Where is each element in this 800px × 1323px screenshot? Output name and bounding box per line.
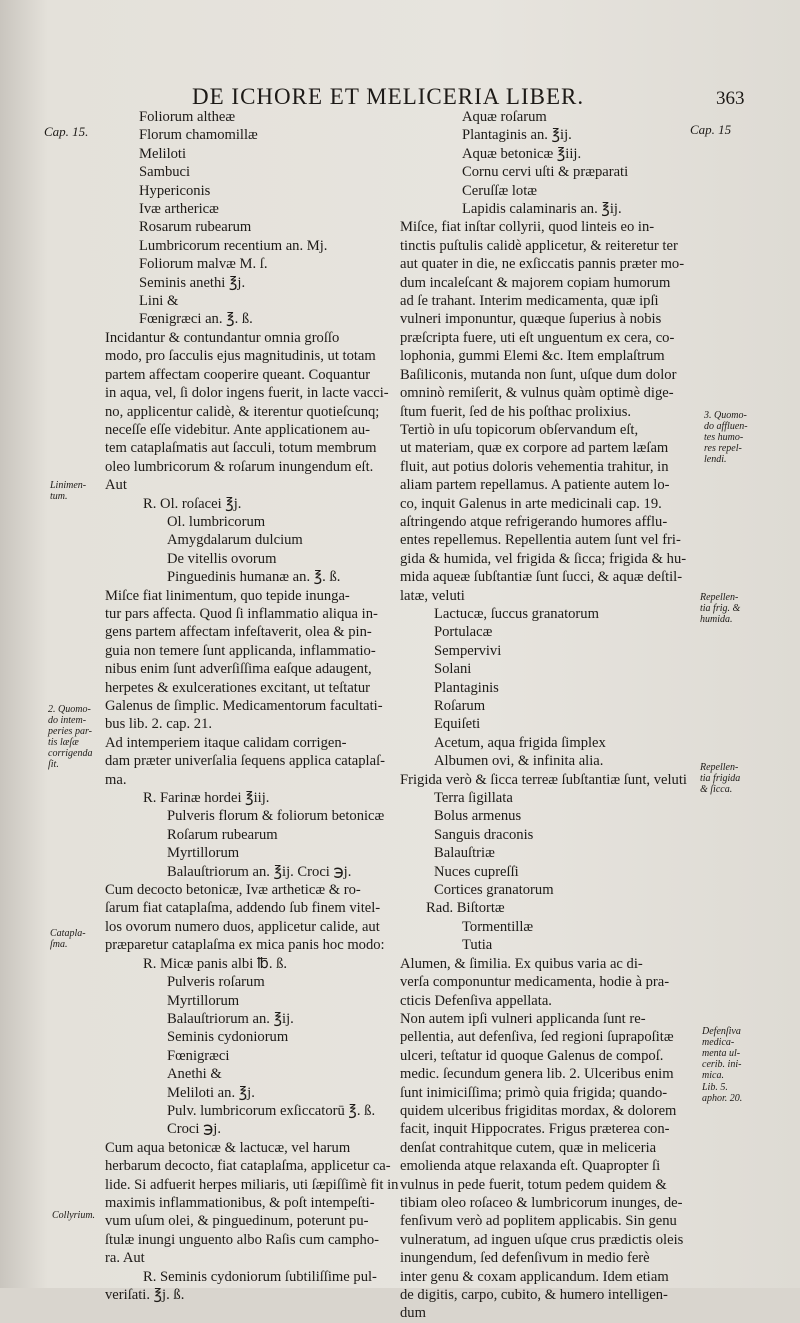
- left-text-line: Ol. lumbricorum: [167, 513, 266, 530]
- left-text-line: los ovorum numero duos, applicetur calide, aut: [105, 918, 380, 935]
- chapter-label-right: Cap. 15: [690, 122, 732, 137]
- left-text-line: Anethi &: [167, 1066, 222, 1083]
- right-text-line: Sanguis draconis: [434, 826, 534, 843]
- right-text-line: Equiſeti: [434, 716, 481, 733]
- left-text-line: Pinguedinis humanæ an. ℥. ß.: [167, 569, 341, 586]
- left-text-line: Cum aqua betonicæ & lactucæ, vel harum: [105, 1139, 351, 1156]
- right-text-line: co, inquit Galenus in arte medicinali cap. 19.: [400, 495, 662, 512]
- left-text-line: Fœnigræci an. ℥. ß.: [139, 311, 253, 328]
- right-text-line: Sempervivi: [434, 642, 502, 659]
- left-text-line: Seminis anethi ℥j.: [139, 274, 246, 291]
- left-text-line: herpetes & exulcerationes excitant, ut teſtatur: [105, 679, 371, 696]
- right-text-line: vulneratum, ad inguen uſque crus prædictis oleis: [400, 1231, 684, 1248]
- left-text-line: Miſce fiat linimentum, quo tepide inunga-: [105, 587, 350, 604]
- right-text-line: inungendum, ſed defenſivum in medio ferè: [400, 1250, 650, 1267]
- right-text-line: Aquæ betonicæ ℥iij.: [462, 145, 582, 162]
- right-text-line: Tormentillæ: [462, 918, 534, 935]
- right-text-line: quidem ulceribus frigiditas mordax, & dolorem: [400, 1102, 677, 1119]
- right-text-line: Tertiò in uſu topicorum obſervandum eſt,: [400, 421, 639, 438]
- right-text-line: Nuces cupreſſi: [434, 863, 519, 880]
- left-text-line: ma.: [105, 771, 127, 788]
- right-text-line: fluit, aut potius doloris vehementia trahitur, in: [400, 458, 669, 475]
- left-text-line: Rosarum rubearum: [139, 219, 252, 236]
- right-text-line: vulnus in pede fuerit, totum pedem quidem &: [400, 1176, 667, 1193]
- left-text-line: Seminis cydoniorum: [167, 1029, 289, 1046]
- right-text-line: Solani: [434, 661, 472, 678]
- right-text-line: verſa componuntur medicamenta, hodie à pra-: [400, 974, 670, 991]
- right-text-line: Aquæ roſarum: [462, 109, 547, 125]
- left-text-line: Amygdalarum dulcium: [167, 532, 303, 549]
- right-text-line: dum incaleſcant & majorem copiam humorum: [400, 274, 671, 291]
- right-text-line: mida aqueæ ſubſtantiæ ſunt ſucci, & aquæ deſtil-: [400, 569, 683, 586]
- right-text-line: Tutia: [462, 937, 493, 954]
- left-text-line: lide. Si adfuerit herpes miliaris, uti ſæpiſſimè fit in: [105, 1176, 399, 1193]
- left-text-line: Lumbricorum recentium an. Mj.: [139, 237, 328, 254]
- right-text-line: Baſiliconis, mutanda non ſunt, uſque dum dolor: [400, 366, 677, 383]
- right-text-line: Miſce, fiat inſtar collyrii, quod linteis eo in-: [400, 219, 655, 236]
- left-text-line: Pulv. lumbricorum exſiccatorū ℥. ß.: [167, 1102, 376, 1119]
- right-text-line: tibiam oleo roſaceo & lumbricorum inunges, de-: [400, 1194, 683, 1211]
- left-text-line: Roſarum rubearum: [167, 826, 278, 843]
- page-number: 363: [716, 88, 745, 109]
- left-text-line: Pulveris roſarum: [167, 974, 265, 991]
- right-text-line: Acetum, aqua frigida ſimplex: [434, 734, 606, 751]
- right-text-line: emolienda atque relaxanda eſt. Quapropter ſi: [400, 1158, 661, 1175]
- left-text-line: Hypericonis: [139, 182, 211, 199]
- left-text-line: Croci ℈j.: [167, 1121, 221, 1138]
- right-text-line: medic. ſecundum genera lib. 2. Ulceribus enim: [400, 1066, 674, 1083]
- right-text-line: aliam partem repellamus. A patiente autem lo-: [400, 477, 670, 494]
- left-text-line: Foliorum malvæ M. ſ.: [139, 256, 268, 273]
- left-text-line: Lini &: [139, 293, 179, 310]
- margin-note-cataplasma: Catapla- ſma.: [50, 928, 86, 950]
- right-text-line: entes repellemus. Repellentia autem ſunt vel fri-: [400, 532, 681, 549]
- right-text-line: præſcripta fuere, uti eſt unguentum ex cera, co-: [400, 329, 675, 346]
- right-text-line: Rad. Biſtortæ: [426, 900, 505, 917]
- right-text-line: Lapidis calaminaris an. ℥ij.: [462, 201, 622, 218]
- left-text-line: Incidantur & contundantur omnia groſſo: [105, 329, 340, 346]
- left-text-line: R. Farinæ hordei ℥iij.: [143, 790, 270, 807]
- right-text-line: cticis Defenſiva appellata.: [400, 992, 552, 1009]
- left-text-line: præparetur cataplaſma ex mica panis hoc modo:: [105, 937, 385, 954]
- right-text-line: Cornu cervi uſti & præparati: [462, 164, 629, 181]
- right-text-line: Roſarum: [434, 698, 486, 714]
- left-text-column: [105, 108, 399, 1304]
- left-text-line: De vitellis ovorum: [167, 550, 277, 567]
- left-text-line: Foliorum altheæ: [139, 109, 236, 125]
- right-text-line: lophonia, gummi Elemi &c. Item emplaſtrum: [400, 348, 665, 365]
- right-text-line: Lactucæ, ſuccus granatorum: [434, 605, 599, 622]
- left-text-line: maximis inflammationibus, & poſt intempeſti-: [105, 1194, 375, 1211]
- right-text-line: vulneri imponuntur, quæque ſuperius à nobis: [400, 311, 662, 328]
- margin-note-aphor: Lib. 5. aphor. 20.: [702, 1082, 743, 1104]
- right-text-line: aſtringendo atque refrigerando humores afflu-: [400, 513, 668, 530]
- right-text-column: [400, 108, 700, 1323]
- left-text-line: guia non temere ſunt applicanda, inflammatio-: [105, 642, 376, 659]
- right-text-line: Alumen, & ſimilia. Ex quibus varia ac di-: [400, 955, 643, 972]
- right-text-line: Plantaginis: [434, 679, 499, 696]
- left-text-line: R. Ol. roſacei ℥j.: [143, 495, 242, 512]
- left-text-line: Myrtillorum: [167, 992, 240, 1009]
- right-text-line: Terra ſigillata: [434, 790, 513, 807]
- right-text-line: inter genu & coxam applicandum. Idem etiam: [400, 1268, 669, 1285]
- left-text-line: Pulveris florum & foliorum betonicæ: [167, 808, 385, 825]
- right-text-line: Ceruſſæ lotæ: [462, 182, 537, 199]
- left-text-line: R. Seminis cydoniorum ſubtiliſſime pul-: [143, 1268, 377, 1285]
- left-text-line: Florum chamomillæ: [139, 127, 258, 144]
- right-text-line: latæ, veluti: [400, 587, 465, 604]
- left-text-line: Meliloti an. ℥j.: [167, 1084, 255, 1101]
- running-header: DE ICHORE ET MELICERIA LIBER.: [192, 84, 585, 109]
- left-text-line: tem cataplaſmatis aut ſacculi, totum membrum: [105, 440, 377, 457]
- left-text-line: Myrtillorum: [167, 845, 240, 862]
- left-text-line: Cum decocto betonicæ, Ivæ artheticæ & ro-: [105, 882, 361, 899]
- right-text-line: fenſivum verò ad poplitem applicabis. Sin genu: [400, 1213, 677, 1230]
- margin-note-liniment: Linimen- tum.: [50, 480, 87, 502]
- left-text-line: neceſſe eſſe videbitur. Ante applicationem au-: [105, 421, 371, 438]
- right-text-line: de digitis, carpo, cubito, & humero intelligen-: [400, 1287, 668, 1303]
- right-text-line: Balauſtriæ: [434, 845, 495, 862]
- left-text-line: R. Micæ panis albi ℔. ß.: [143, 955, 288, 972]
- left-text-line: tur pars affecta. Quod ſi inflammatio aliqua in-: [105, 605, 378, 622]
- left-text-line: Aut: [105, 477, 127, 494]
- margin-note-quomodo-intemperies: 2. Quomo- do intem- peries par- tis læſæ corrigenda ſit.: [48, 704, 93, 770]
- left-text-line: modo, pro ſacculis ejus magnitudinis, ut totam: [105, 348, 376, 365]
- right-text-line: tinctis puſtulis calidè applicetur, & reiteretur ter: [400, 237, 678, 254]
- left-text-line: Balauſtriorum an. ℥ij.: [167, 1010, 294, 1027]
- margin-note-repellentia-sicca: Repellen- tia frigida & ſicca.: [700, 762, 741, 795]
- right-text-line: pellentia, aut defenſiva, ſed regioni ſuprapoſitæ: [400, 1029, 674, 1046]
- left-text-line: no, applicentur calidè, & iterentur quotieſcunq;: [105, 403, 380, 420]
- right-text-line: ut materiam, quæ ex corpore ad partem læſam: [400, 440, 669, 457]
- left-text-line: bus lib. 2. cap. 21.: [105, 716, 213, 733]
- chapter-label-left: Cap. 15.: [44, 124, 89, 139]
- margin-note-repellentia-humida: Repellen- tia frig. & humida.: [700, 592, 741, 625]
- left-text-line: Ivæ arthericæ: [139, 201, 219, 218]
- right-text-line: Albumen ovi, & infinita alia.: [434, 753, 604, 770]
- left-text-line: dam præter univerſalia ſequens applica cataplaſ-: [105, 753, 385, 770]
- left-text-line: gens partem affectam infeſtaverit, olea & pin-: [105, 624, 372, 641]
- left-text-line: ſarum fiat cataplaſma, addendo ſub finem vitel-: [105, 900, 381, 917]
- left-text-line: Meliloti: [139, 145, 187, 162]
- left-text-line: nibus enim ſunt adverſiſſima eaſque adaugent,: [105, 661, 372, 678]
- left-text-line: Fœnigræci: [167, 1047, 230, 1064]
- right-text-line: Cortices granatorum: [434, 882, 554, 899]
- right-text-line: dum: [400, 1305, 426, 1322]
- left-text-line: Ad intemperiem itaque calidam corrigen-: [105, 734, 347, 751]
- margin-note-defensiva: Defenſiva medica- menta ul- cerib. ini- mica.: [702, 1026, 742, 1081]
- left-text-line: veriſati. ℥j. ß.: [105, 1287, 185, 1303]
- right-text-line: Portulacæ: [434, 624, 493, 641]
- left-text-line: Sambuci: [139, 164, 191, 181]
- left-text-line: in aqua, vel, ſi dolor ingens fuerit, in lacte vacci-: [105, 385, 389, 402]
- right-text-line: omninò remiſerit, & vulnus quàm optimè dige-: [400, 385, 674, 402]
- left-text-line: herbarum decocto, fiat cataplaſma, applicetur ca-: [105, 1158, 391, 1175]
- right-text-line: ſtum fuerit, ſed de his poſthac prolixius.: [400, 403, 632, 420]
- left-text-line: vum uſum olei, & pinguedinum, poterunt pu-: [105, 1213, 369, 1230]
- right-text-line: ulceri, teſtatur id quoque Galenus de compoſ.: [400, 1047, 664, 1064]
- left-text-line: partem affectam cooperire queant. Coquantur: [105, 366, 371, 383]
- left-text-line: ra. Aut: [105, 1250, 145, 1267]
- right-text-line: Non autem ipſi vulneri applicanda ſunt re-: [400, 1010, 646, 1027]
- left-text-line: Balauſtriorum an. ℥ij. Croci ℈j.: [167, 863, 352, 880]
- right-text-line: ad ſe trahant. Interim medicamenta, quæ ipſi: [400, 293, 659, 310]
- left-text-line: oleo lumbricorum & roſarum inungendum eſt.: [105, 458, 374, 475]
- right-text-line: Bolus armenus: [434, 808, 522, 825]
- margin-note-collyrium: Collyrium.: [52, 1210, 96, 1221]
- left-text-line: Galenus de ſimplic. Medicamentorum facultati-: [105, 698, 383, 714]
- margin-note-quomodo-affluentes: 3. Quomo- do affluen- tes humo- res repel- lendi.: [704, 410, 748, 465]
- right-text-line: denſat contrahitque cutem, quæ in meliceria: [400, 1139, 657, 1156]
- left-text-line: ſtulæ inungi unguento albo Raſis cum campho-: [105, 1231, 380, 1248]
- right-text-line: facit, inquit Hippocrates. Frigus præterea con-: [400, 1121, 670, 1138]
- right-text-line: ſunt inimiciſſima; primò quia frigida; quando-: [400, 1084, 668, 1101]
- right-text-line: aut quater in die, ne exſiccatis pannis præter mo-: [400, 256, 685, 273]
- right-text-line: Plantaginis an. ℥ij.: [462, 127, 572, 144]
- right-text-line: gida & humida, vel frigida & ſicca; frigida & hu-: [400, 550, 687, 567]
- right-text-line: Frigida verò & ſicca terreæ ſubſtantiæ ſunt, veluti: [400, 771, 687, 788]
